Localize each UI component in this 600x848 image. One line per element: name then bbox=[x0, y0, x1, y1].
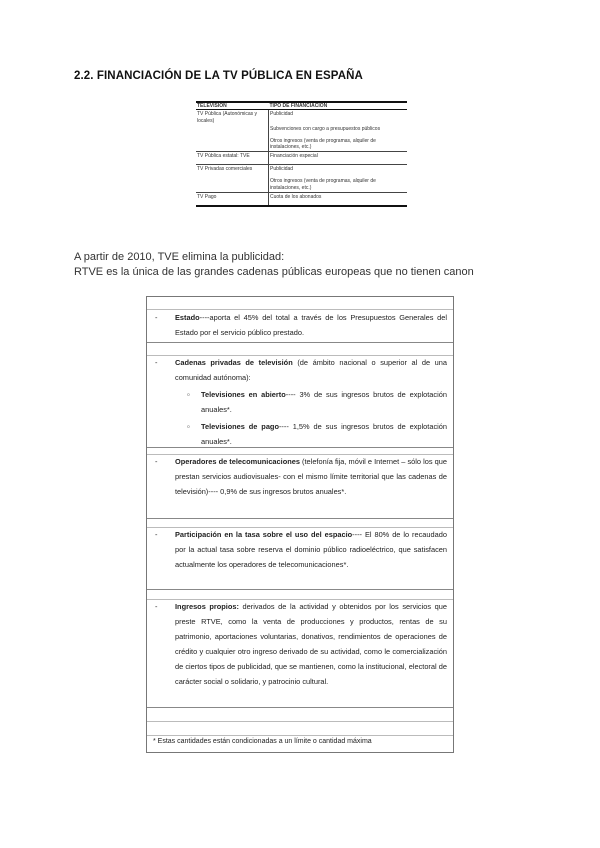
cell-tipo: Otros ingresos (venta de programas, alquiler de instalaciones, etc.) bbox=[269, 137, 408, 152]
dash-bullet: - bbox=[155, 313, 158, 322]
section-heading: 2.2. FINANCIACIÓN DE LA TV PÚBLICA EN ESPAÑA bbox=[74, 70, 363, 82]
cell-tipo: Cuota de los abonados bbox=[269, 192, 408, 206]
cadenas-label: Cadenas privadas de televisión bbox=[175, 358, 293, 367]
dash-bullet: - bbox=[155, 358, 158, 367]
participacion-text: ---- El 80% de lo recaudado por la actual tasa sobre reserva el dominio público radioeléctrico, que satisfacen actualmente los operadores de telecomunicaciones*. bbox=[175, 530, 447, 569]
footnote: * Estas cantidades están condicionadas a un límite o cantidad máxima bbox=[153, 738, 372, 745]
blank-row bbox=[147, 721, 453, 736]
cell-tv bbox=[196, 177, 269, 192]
participacion-label: Participación en la tasa sobre el uso del espacio bbox=[175, 530, 353, 539]
operadores-label: Operadores de telecomunicaciones bbox=[175, 457, 300, 466]
ingresos-label: Ingresos propios: bbox=[175, 602, 239, 611]
col-header-tipo: TIPO DE FINANCIACIÓN bbox=[269, 102, 408, 110]
ingresos-text: derivados de la actividad y obtenidos por los servicios que preste RTVE, como la venta de producciones y productos, rentas de su patrimonio, aportaciones voluntarias, donativos, rendimientos de operaciones de crédito y cualquier otro ingreso derivado de su actividad, como le comercialización de ciertos tipos de publicidad, que se mantienen, como la institucional, electoral de carácter social o solidario, y patrocinio cultural. bbox=[175, 602, 447, 686]
square-bullet-icon: ▫ bbox=[187, 390, 190, 399]
dash-bullet: - bbox=[155, 457, 158, 466]
dash-bullet: - bbox=[155, 530, 158, 539]
row-cadenas-privadas bbox=[147, 355, 453, 448]
row-operadores bbox=[147, 454, 453, 519]
cell-tipo: Financiación especial bbox=[269, 152, 408, 165]
row-estado bbox=[147, 309, 453, 343]
table-row bbox=[196, 137, 407, 152]
table-row bbox=[196, 192, 407, 206]
cell-tv: TV Pública (Autonómicas y locales) bbox=[196, 110, 269, 125]
table-row bbox=[196, 152, 407, 165]
operadores-text: (telefonía fija, móvil e Internet – sólo los que prestan servicios audiovisuales- con el mismo límite territorial que las cadenas de televisión)---- 0,9% de sus ingresos brutos anuales*. bbox=[175, 457, 447, 496]
paragraph-rtve-canon: RTVE es la única de las grandes cadenas públicas europeas que no tienen canon bbox=[74, 266, 474, 278]
table-row bbox=[196, 177, 407, 192]
cell-tv bbox=[196, 125, 269, 137]
abierto-text: ---- 3% de sus ingresos brutos de explotación anuales*. bbox=[201, 390, 447, 414]
blank-row bbox=[147, 707, 453, 722]
blank-row bbox=[147, 342, 453, 356]
rtve-funding-box bbox=[146, 296, 454, 753]
cell-tipo: Otros ingresos (venta de programas, alquiler de instalaciones, etc.) bbox=[269, 177, 408, 192]
cadenas-text: (de ámbito nacional o superior al de una comunidad autónoma): bbox=[175, 358, 447, 382]
table-row bbox=[196, 110, 407, 125]
row-participacion bbox=[147, 527, 453, 590]
square-bullet-icon: ▫ bbox=[187, 422, 190, 431]
table-row bbox=[196, 125, 407, 137]
cell-tipo: Publicidad bbox=[270, 111, 294, 118]
dash-bullet: - bbox=[155, 602, 158, 611]
estado-text: ----aporta el 45% del total a través de los Presupuestos Generales del Estado por el servicio público prestado. bbox=[175, 313, 447, 337]
cell-tv bbox=[196, 137, 269, 152]
estado-label: Estado bbox=[175, 313, 200, 322]
abierto-label: Televisiones en abierto bbox=[201, 390, 286, 399]
cell-tipo: Publicidad bbox=[270, 166, 294, 173]
col-header-television: TELEVISIÓN bbox=[196, 102, 269, 110]
cell-tipo: Subvenciones con cargo a presupuestos públicos bbox=[270, 125, 381, 132]
paragraph-2010: A partir de 2010, TVE elimina la publicidad: bbox=[74, 251, 285, 263]
table-row bbox=[196, 165, 407, 178]
row-ingresos-propios bbox=[147, 599, 453, 708]
pago-label: Televisiones de pago bbox=[201, 422, 279, 431]
cell-tv: TV Pago bbox=[196, 192, 269, 206]
cell-tv: TV Privadas comerciales bbox=[196, 165, 269, 178]
cell-tv: TV Pública estatal: TVE bbox=[196, 152, 269, 165]
financing-table bbox=[196, 101, 407, 207]
pago-text: ---- 1,5% de sus ingresos brutos de explotación anuales*. bbox=[201, 422, 448, 446]
